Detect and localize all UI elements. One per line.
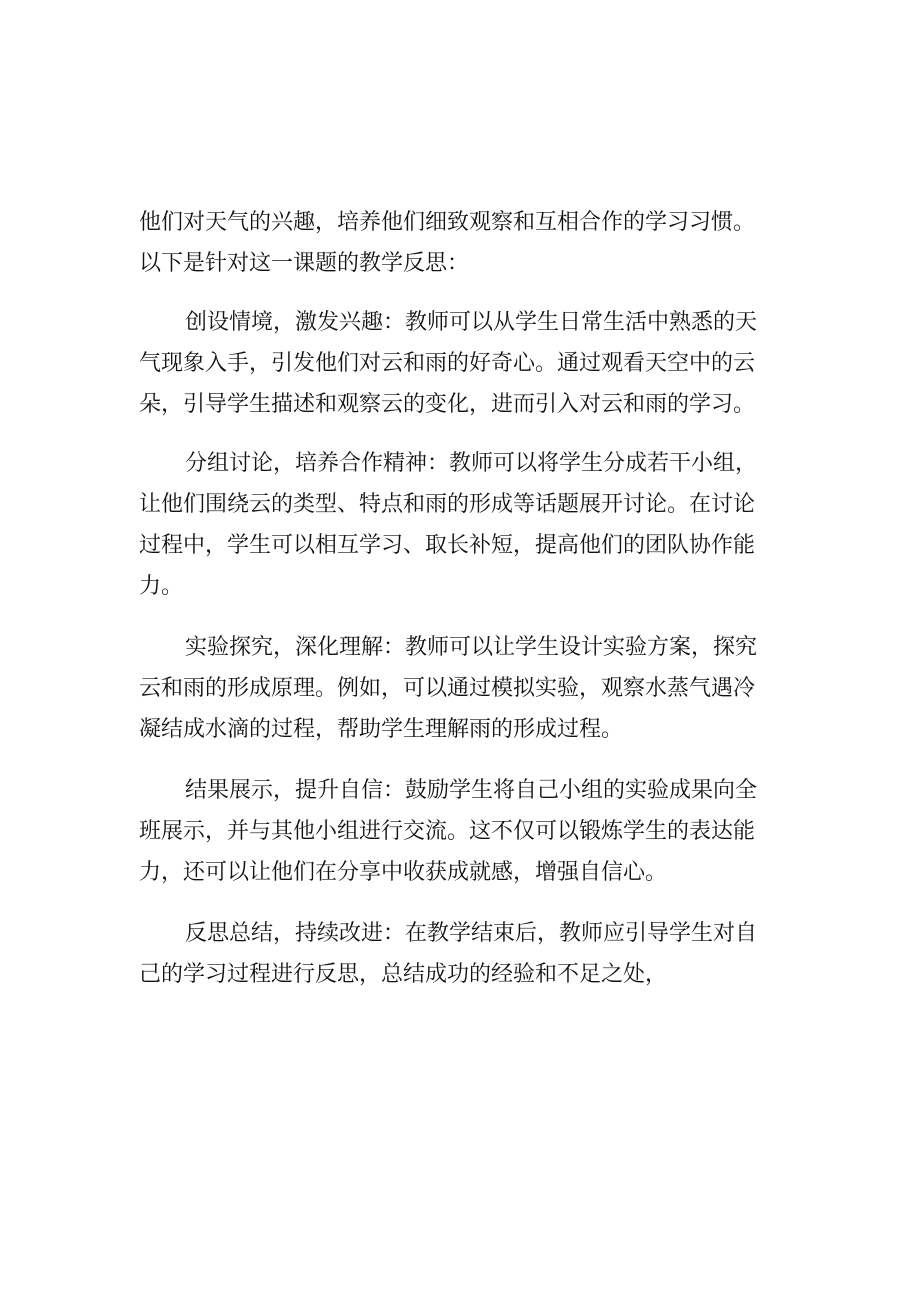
text-line: 班展示，并与其他小组进行交流。这不仅可以锻炼学生的表达能 — [139, 819, 756, 844]
text-line: 己的学习过程进行反思，总结成功的经验和不足之处， — [139, 962, 668, 987]
paragraph — [139, 770, 799, 893]
text-line: 反思总结，持续改进：在教学结束后，教师应引导学生对自 — [185, 921, 758, 946]
text-line: 实验探究，深化理解：教师可以让学生设计实验方案，探究 — [185, 635, 758, 660]
text-line: 过程中，学生可以相互学习、取长补短，提高他们的团队协作能 — [139, 533, 756, 558]
text-line: 云和雨的形成原理。例如，可以通过模拟实验，观察水蒸气遇冷 — [139, 676, 756, 701]
paragraph — [139, 627, 799, 750]
paragraph — [139, 202, 799, 284]
text-line: 力，还可以让他们在分享中收获成就感，增强自信心。 — [139, 860, 668, 885]
text-line: 他们对天气的兴趣，培养他们细致观察和互相合作的学习习惯。 — [139, 210, 756, 235]
text-line: 结果展示，提升自信：鼓励学生将自己小组的实验成果向全 — [185, 778, 758, 803]
paragraph — [139, 302, 799, 425]
text-line: 分组讨论，培养合作精神：教师可以将学生分成若干小组， — [185, 451, 758, 476]
text-line: 让他们围绕云的类型、特点和雨的形成等话题展开讨论。在讨论 — [139, 492, 756, 517]
document-body — [139, 202, 799, 995]
paragraph — [139, 913, 799, 995]
text-line: 气现象入手，引发他们对云和雨的好奇心。通过观看天空中的云 — [139, 351, 756, 376]
paragraph — [139, 443, 799, 607]
text-line: 力。 — [139, 574, 184, 599]
text-line: 以下是针对这一课题的教学反思： — [139, 251, 470, 276]
text-line: 朵，引导学生描述和观察云的变化，进而引入对云和雨的学习。 — [139, 392, 756, 417]
text-line: 创设情境，激发兴趣：教师可以从学生日常生活中熟悉的天 — [185, 310, 758, 335]
text-line: 凝结成水滴的过程，帮助学生理解雨的形成过程。 — [139, 717, 624, 742]
